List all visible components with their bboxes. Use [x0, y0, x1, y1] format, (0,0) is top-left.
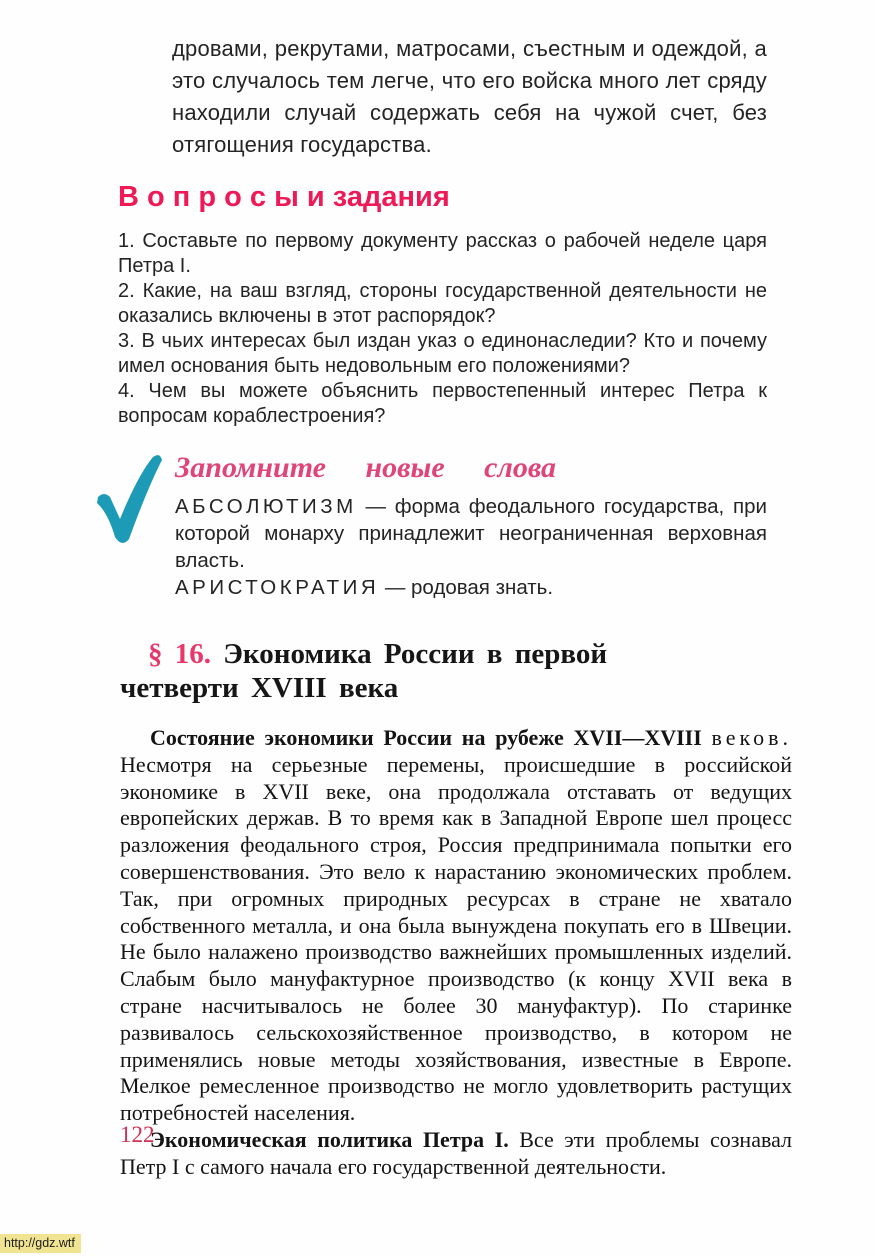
- body-paragraph: [120, 1127, 792, 1181]
- vocabulary-section: [175, 451, 767, 601]
- definition: — родовая знать.: [379, 576, 554, 599]
- question-item: 4. Чем вы можете объяснить первостепенный интерес Петра к вопросам кораблестроения?: [118, 380, 767, 427]
- paragraph-lead: Состояние экономики России на рубеже XVII—XVIII: [150, 725, 702, 750]
- watermark-url: http://gdz.wtf: [0, 1234, 81, 1253]
- term: АРИСТОКРАТИЯ: [175, 576, 380, 599]
- paragraph-text: Все эти проблемы сознавал Петр I с самого начала его государственной деятельности.: [120, 1126, 793, 1179]
- definition: — форма феодального государства, при которой монарху принадлежит неограниченная верховная власть.: [175, 495, 767, 572]
- question-item: 2. Какие, на ваш взгляд, стороны государственной деятельности не оказались включены в этот распорядок?: [118, 280, 767, 327]
- question-item: 3. В чьих интересах был издан указ о единонаследии? Кто и почему имел основания быть недовольным его положениями?: [118, 330, 767, 377]
- body-paragraph: [120, 725, 792, 1127]
- questions-list: [118, 229, 767, 429]
- term: АБСОЛЮТИЗМ: [175, 495, 357, 518]
- paragraph-text: Несмотря на серьезные перемены, происшедшие в российской экономике в XVII веке, она продолжала отставать от ведущих европейских держав. В то время как в Западной Европе шел процесс разложения феодального строя, Россия предпринимала попытки его совершенствования. Это вело к нарастанию экономических проблем. Так, при огромных природных ресурсах в стране не хватало собственного металла, и она была вынуждена покупать его в Швеции. Не было налажено производство важнейших промышленных изделий. Слабым было мануфактурное производство (к концу XVII века в стране насчитывалось не более 30 мануфактур). По старинке развивалось сельскохозяйственное производство, в котором не применялись новые методы хозяйствования, известные в Европе. Мелкое ремесленное производство не могло удовлетворить растущих потребностей населения.: [120, 751, 792, 1126]
- section-heading: [120, 637, 695, 705]
- section-number: § 16.: [148, 638, 211, 670]
- page-number: 122: [120, 1122, 155, 1147]
- intro-paragraph: дровами, рекрутами, матросами, съестным и одеждой, а это случалось тем легче, что его войска много лет сряду находили случай содержать себя на чужой счет, без отягощения государства.: [172, 36, 767, 157]
- paragraph-lead-suffix: веков.: [711, 725, 792, 750]
- vocabulary-heading: Запомните новые слова: [175, 451, 557, 484]
- vocabulary-entry: [175, 574, 767, 601]
- questions-heading: В о п р о с ы и задания: [118, 181, 450, 213]
- section-title: Экономика России в первой четверти XVIII века: [120, 638, 608, 704]
- vocabulary-definitions: [175, 493, 767, 601]
- paragraph-lead: Экономическая политика Петра I.: [150, 1126, 509, 1152]
- vocabulary-entry: [175, 493, 767, 574]
- question-item: 1. Составьте по первому документу рассказ о рабочей неделе царя Петра I.: [118, 230, 767, 277]
- body-text: [120, 725, 792, 1181]
- checkmark-icon: [93, 451, 167, 547]
